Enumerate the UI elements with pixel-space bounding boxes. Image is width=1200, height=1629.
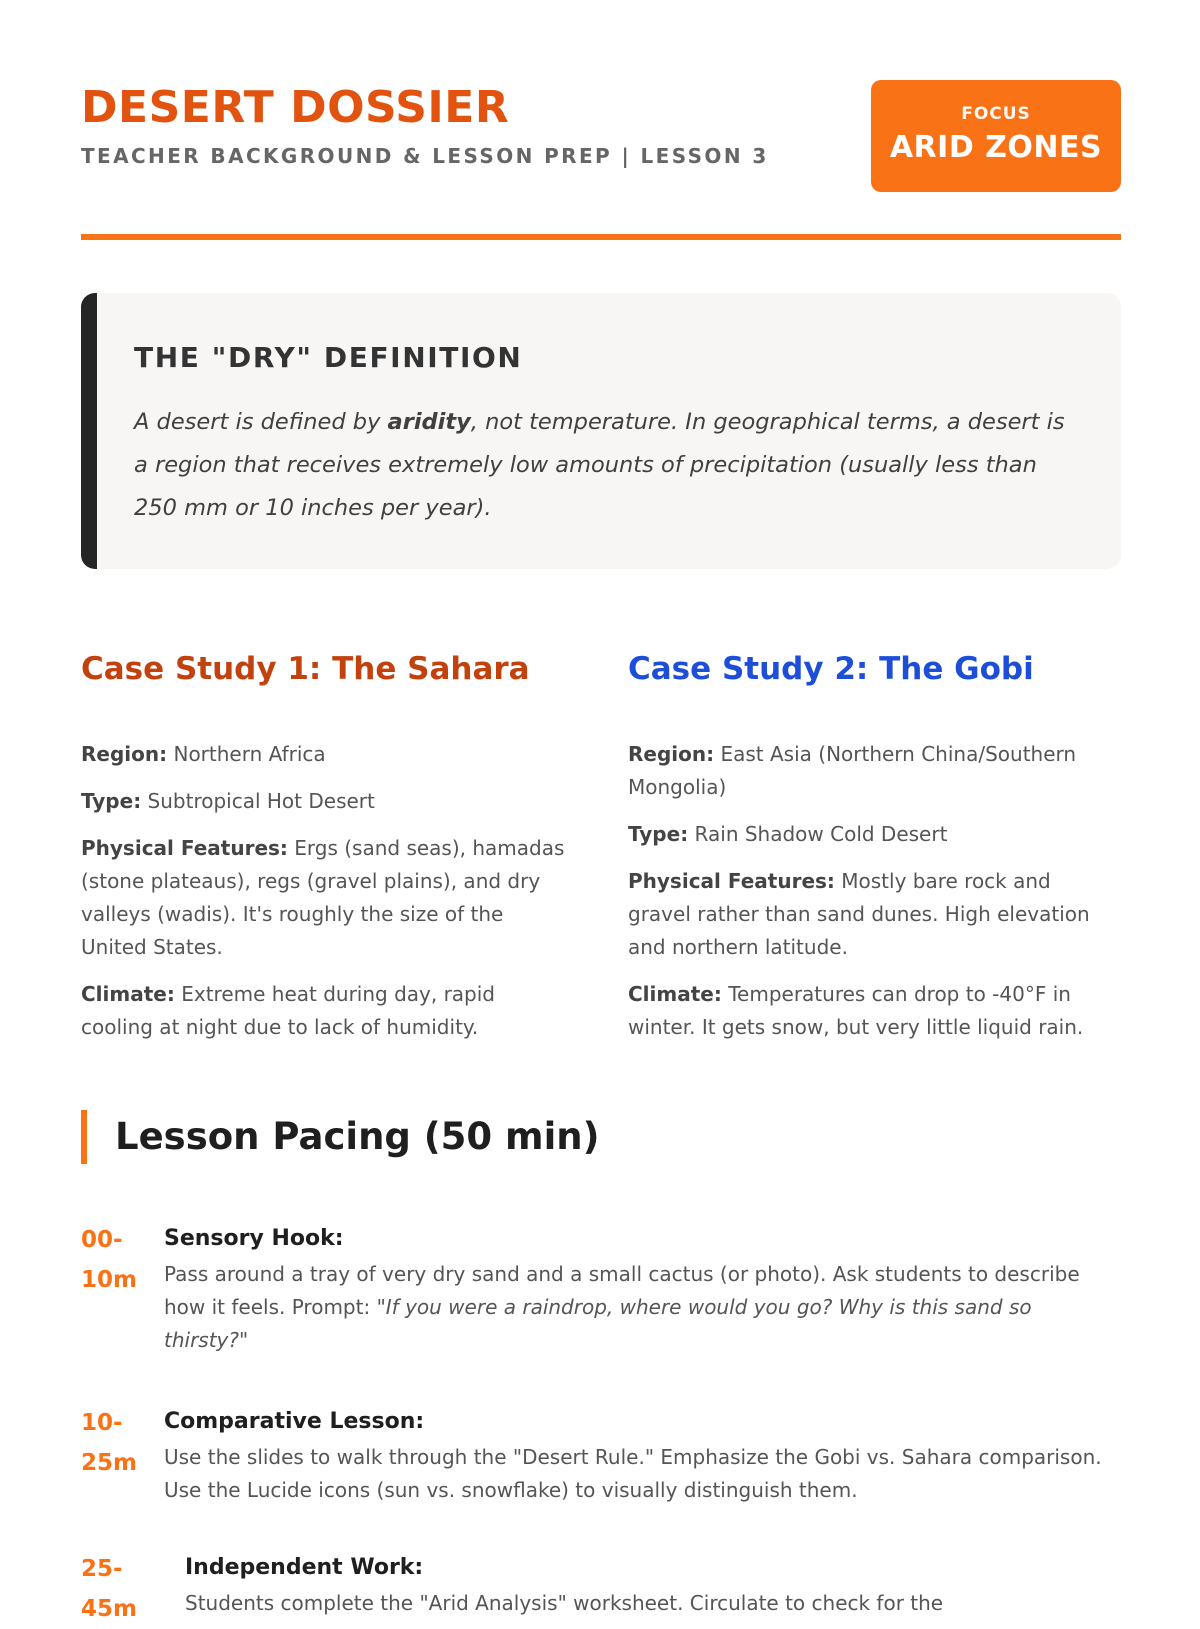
focus-badge — [871, 80, 1121, 192]
fact-value: Extreme heat during day, rapid cooling at night due to lack of humidity. — [81, 982, 496, 1040]
fact-label: Physical Features: — [628, 869, 835, 894]
time-end: 45m — [81, 1596, 137, 1622]
case-study-title: Case Study 2: The Gobi — [628, 651, 1034, 687]
step-title: Sensory Hook: — [164, 1226, 344, 1251]
fact-label: Climate: — [81, 982, 175, 1007]
page-title: DESERT DOSSIER — [81, 82, 510, 133]
case-fact-type — [628, 818, 1118, 851]
step-time — [81, 1549, 151, 1629]
page-subtitle: TEACHER BACKGROUND & LESSON PREP | LESSON 3 — [81, 144, 769, 168]
case-fact-region — [81, 738, 571, 771]
fact-label: Climate: — [628, 982, 722, 1007]
step-body — [164, 1224, 1114, 1357]
fact-value: Ergs (sand seas), hamadas (stone plateaus), regs (gravel plains), and dry valleys (wadis). It's roughly the size of the United States. — [81, 836, 565, 960]
step-body — [164, 1407, 1114, 1507]
step-title: Comparative Lesson: — [164, 1409, 425, 1434]
fact-value: East Asia (Northern China/Southern Mongolia) — [628, 742, 1077, 800]
case-fact-features — [81, 832, 571, 964]
pacing-heading — [81, 1110, 600, 1164]
time-end: 25m — [81, 1450, 137, 1476]
header — [81, 80, 1121, 240]
case-fact-type — [81, 785, 571, 818]
definition-text-start: A desert is defined by — [134, 409, 388, 435]
definition-heading: THE "DRY" DEFINITION — [134, 341, 523, 374]
time-start: 10- — [81, 1410, 123, 1436]
case-study-gobi — [628, 652, 1118, 1058]
definition-text — [134, 401, 1074, 530]
fact-value: Temperatures can drop to -40°F in winter. It gets snow, but very little liquid rain. — [628, 982, 1084, 1040]
step-text-body: Pass around a tray of very dry sand and a small cactus (or photo). Ask students to describe how it feels. Prompt: — [164, 1262, 1080, 1319]
step-title: Independent Work: — [185, 1555, 424, 1580]
definition-text-end: , not temperature. In geographical terms, a desert is a region that receives extremely low amounts of precipitation (usually less than 250 mm or 10 inches per year). — [134, 409, 1065, 521]
focus-value: ARID ZONES — [889, 130, 1103, 165]
fact-label: Type: — [81, 789, 142, 814]
fact-value: Subtropical Hot Desert — [141, 789, 375, 814]
definition-callout — [81, 293, 1121, 569]
pacing-title: Lesson Pacing (50 min) — [115, 1115, 600, 1158]
case-fact-region — [628, 738, 1118, 804]
step-time — [81, 1220, 151, 1300]
case-fact-features — [628, 865, 1118, 964]
time-start: 25- — [81, 1556, 123, 1582]
fact-value: Mostly bare rock and gravel rather than sand dunes. High elevation and northern latitude. — [628, 869, 1090, 960]
focus-label: FOCUS — [961, 104, 1031, 124]
fact-label: Type: — [628, 822, 689, 847]
step-prompt-quote: "If you were a raindrop, where would you go? Why is this sand so thirsty?" — [164, 1295, 1032, 1352]
step-body — [185, 1553, 1135, 1620]
definition-keyword: aridity — [387, 409, 471, 435]
time-end: 10m — [81, 1267, 137, 1293]
case-fact-climate — [81, 978, 571, 1044]
fact-value: Rain Shadow Cold Desert — [688, 822, 948, 847]
step-text: Use the slides to walk through the "Desert Rule." Emphasize the Gobi vs. Sahara comparison. Use the Lucide icons (sun vs. snowflake) to visually distinguish them. — [164, 1445, 1102, 1502]
fact-label: Region: — [628, 742, 715, 767]
case-study-sahara — [81, 652, 571, 1058]
header-divider — [81, 234, 1121, 240]
case-fact-climate — [628, 978, 1118, 1044]
step-text: Students complete the "Arid Analysis" worksheet. Circulate to check for the — [185, 1591, 944, 1615]
step-text — [164, 1258, 1114, 1357]
step-time — [81, 1403, 151, 1483]
fact-label: Region: — [81, 742, 168, 767]
case-study-title: Case Study 1: The Sahara — [81, 651, 530, 687]
fact-label: Physical Features: — [81, 836, 288, 861]
time-start: 00- — [81, 1227, 123, 1253]
fact-value: Northern Africa — [167, 742, 326, 767]
